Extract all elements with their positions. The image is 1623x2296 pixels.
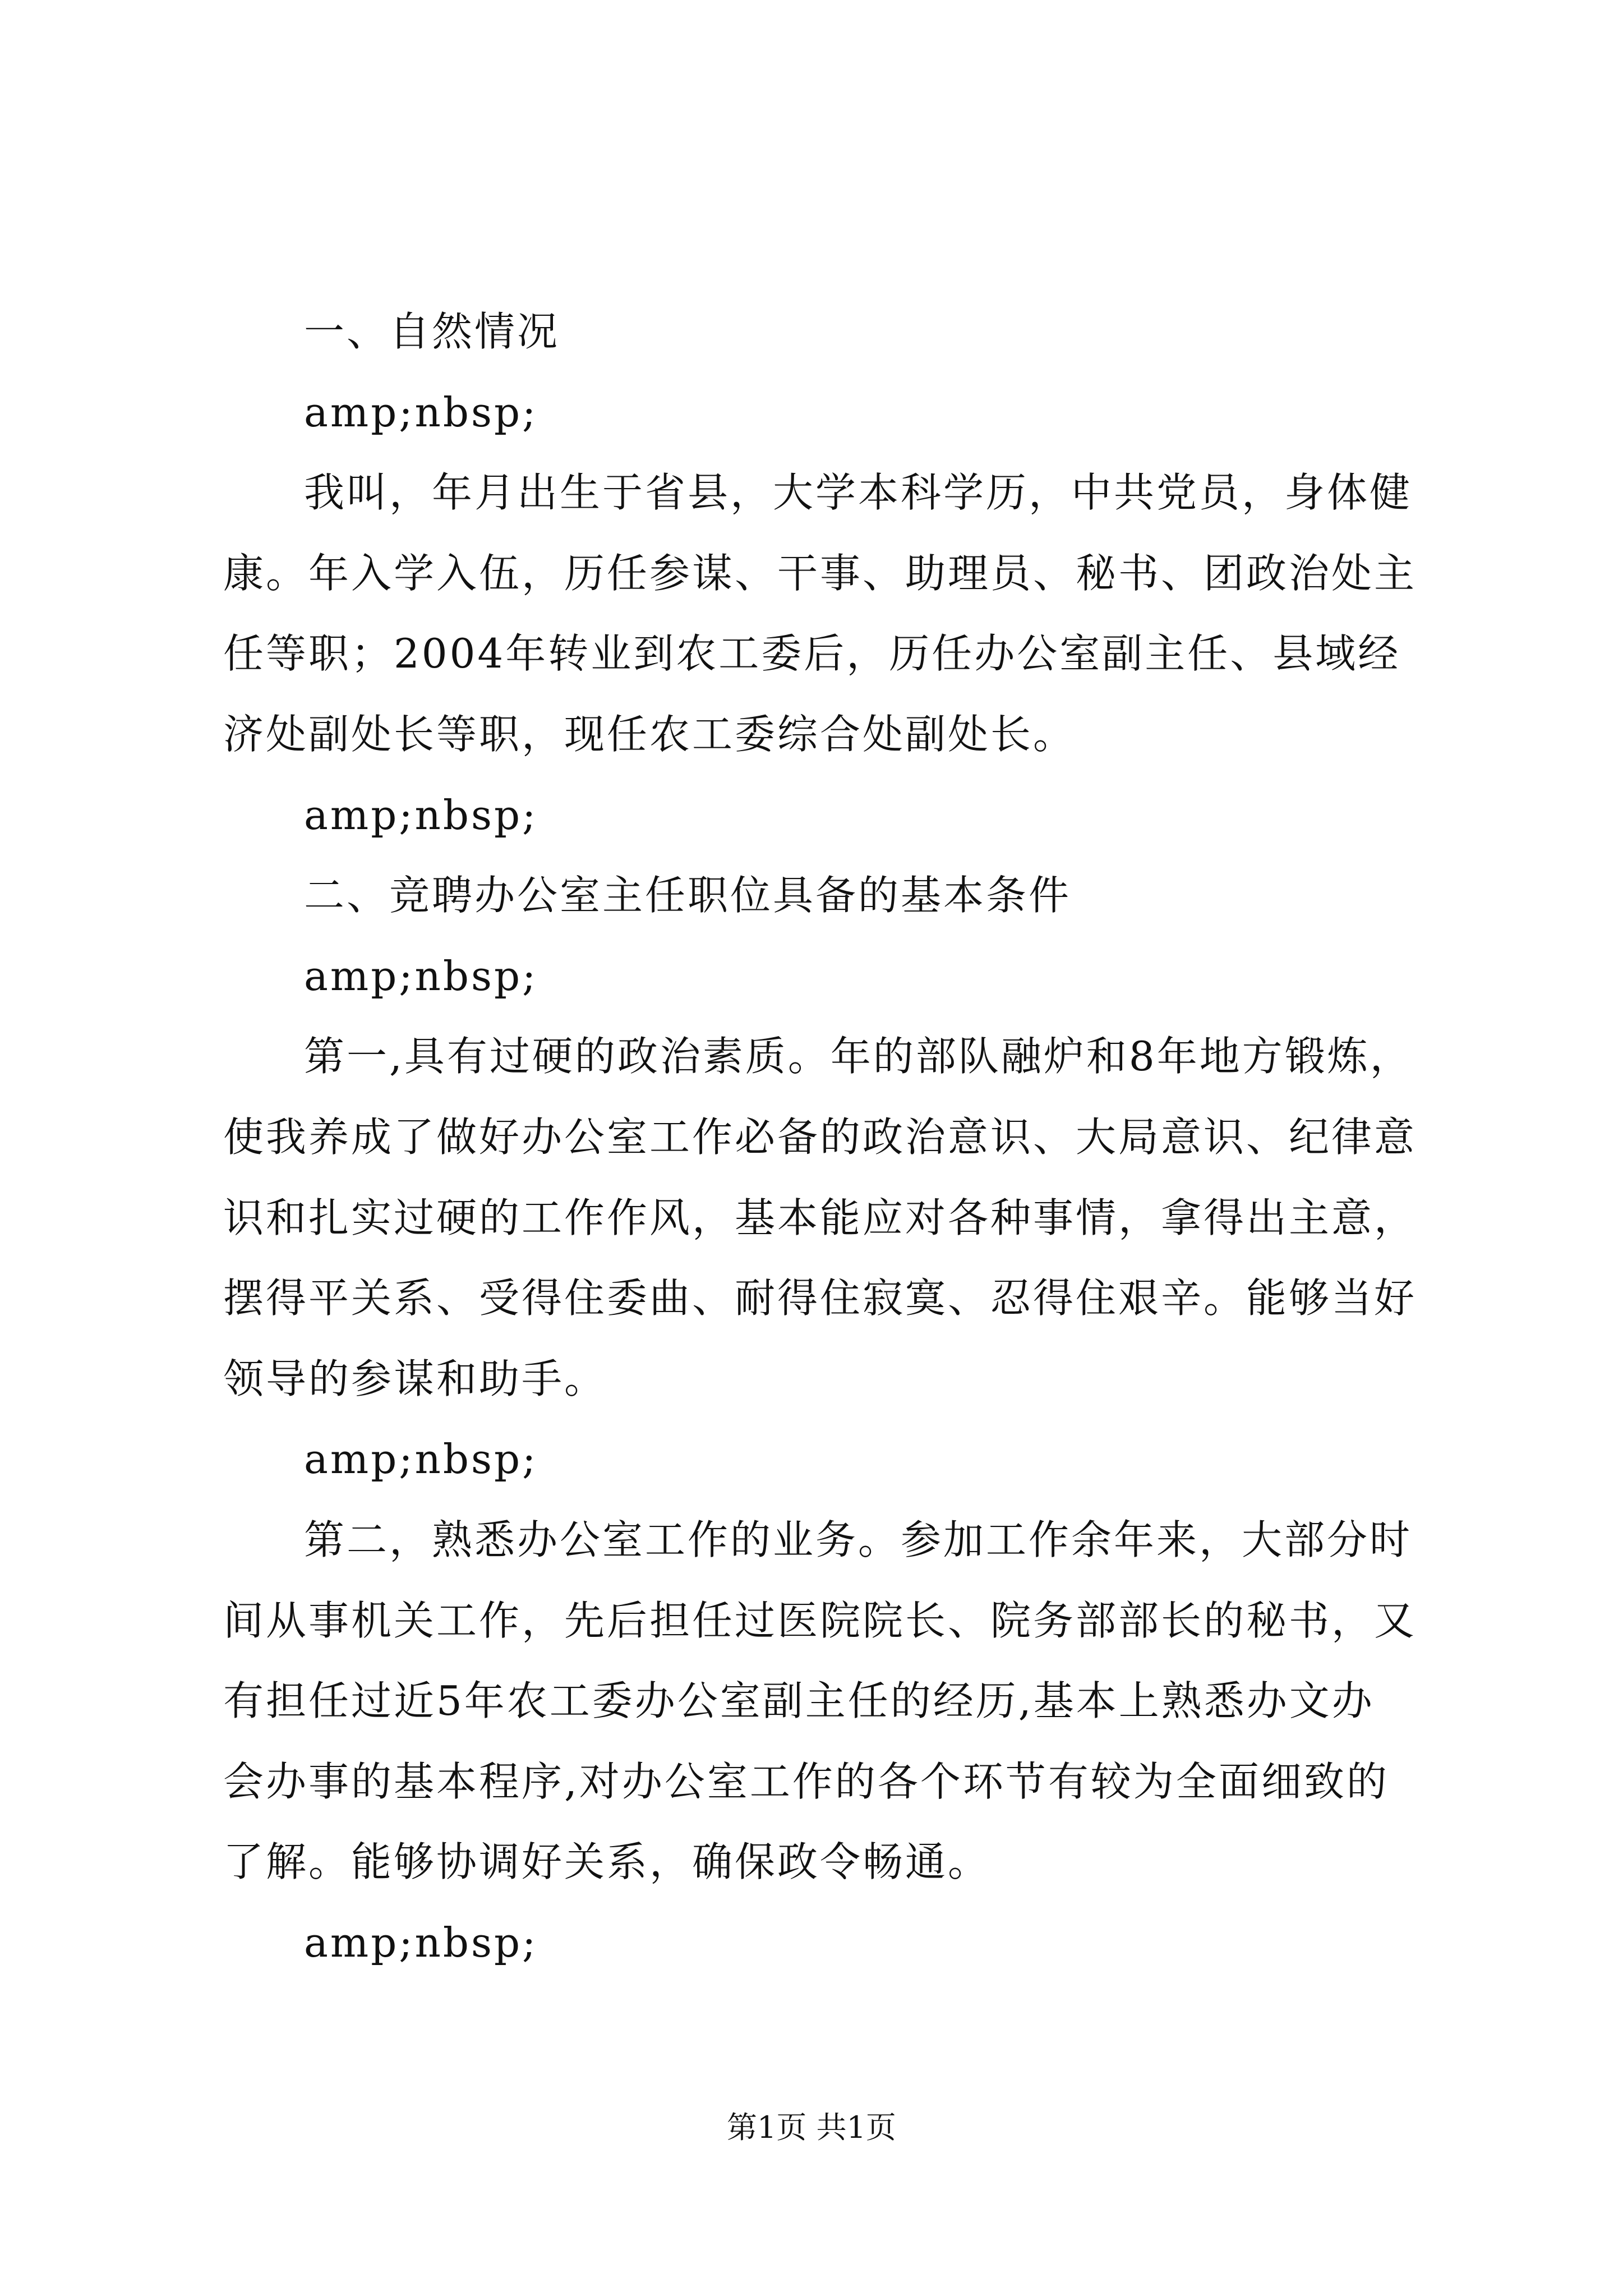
text-line: amp;nbsp; xyxy=(304,952,538,1000)
page-footer: 第1页 共1页 xyxy=(727,2110,896,2145)
document-body xyxy=(223,292,1423,1983)
text-line: 任等职；2004年转业到农工委后，历任办公室副主任、县域经 xyxy=(223,630,1401,678)
text-line: 有担任过近5年农工委办公室副主任的经历,基本上熟悉办文办 xyxy=(223,1677,1375,1725)
text-line: 我叫，年月出生于省县，大学本科学历，中共党员，身体健 xyxy=(304,469,1413,517)
text-line: 识和扎实过硬的工作作风，基本能应对各种事情，拿得出主意， xyxy=(223,1194,1417,1241)
text-line: 摆得平关系、受得住委曲、耐得住寂寞、忍得住艰辛。能够当好 xyxy=(223,1274,1417,1322)
text-line: 领导的参谋和助手。 xyxy=(223,1355,607,1402)
text-line: 济处副处长等职，现任农工委综合处副处长。 xyxy=(223,710,1076,758)
text-line: 第二，熟悉办公室工作的业务。参加工作余年来，大部分时 xyxy=(304,1516,1413,1563)
text-line: 一、自然情况 xyxy=(304,308,560,355)
text-line: amp;nbsp; xyxy=(304,791,538,839)
text-line: 使我养成了做好办公室工作必备的政治意识、大局意识、纪律意 xyxy=(223,1113,1417,1161)
text-line: 二、竞聘办公室主任职位具备的基本条件 xyxy=(304,872,1072,919)
text-line: 间从事机关工作，先后担任过医院院长、院务部部长的秘书，又 xyxy=(223,1596,1417,1644)
text-line: 会办事的基本程序,对办公室工作的各个环节有较为全面细致的 xyxy=(223,1757,1389,1805)
text-line: amp;nbsp; xyxy=(304,388,538,436)
text-line: 康。年入学入伍，历任参谋、干事、助理员、秘书、团政治处主 xyxy=(223,549,1417,597)
text-line: 第一,具有过硬的政治素质。年的部队融炉和8年地方锻炼， xyxy=(304,1033,1413,1080)
text-line: amp;nbsp; xyxy=(304,1435,538,1483)
text-line: 了解。能够协调好关系，确保政令畅通。 xyxy=(223,1838,991,1886)
text-line: amp;nbsp; xyxy=(304,1918,538,1966)
